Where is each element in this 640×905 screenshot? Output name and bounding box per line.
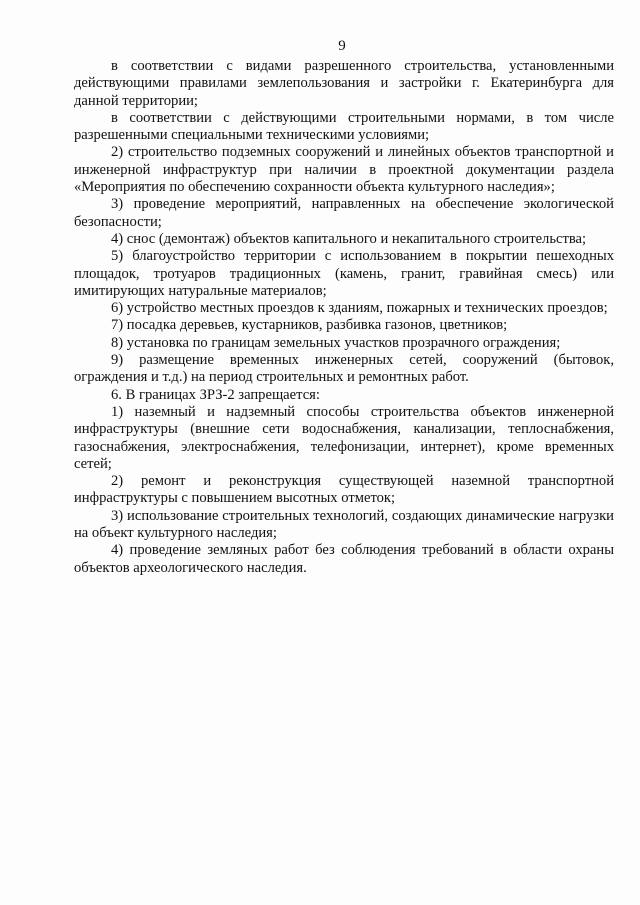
- section-heading-6: 6. В границах ЗРЗ-2 запрещается:: [111, 386, 320, 403]
- paragraph-4: 3) проведение мероприятий, направленных на обеспечение экологической безопасности;: [74, 196, 614, 230]
- page-number: 9: [338, 38, 346, 54]
- paragraph-5: 4) снос (демонтаж) объектов капитального и некапитального строительства;: [111, 230, 587, 247]
- paragraph-8: 7) посадка деревьев, кустарников, разбивка газонов, цветников;: [111, 317, 508, 334]
- paragraph-10: 9) размещение временных инженерных сетей, сооружений (бытовок, ограждения и т.д.) на период строительных и ремонтных работ.: [74, 352, 614, 386]
- paragraph-9: 8) установка по границам земельных участков прозрачного ограждения;: [111, 334, 561, 351]
- paragraph-2: в соответствии с действующими строительными нормами, в том числе разрешенными специальными техническими условиями;: [74, 109, 614, 144]
- paragraph-3: 2) строительство подземных сооружений и линейных объектов транспортной и инженерной инфраструктур при наличии в проектной документации раздела «Мероприятия по обеспечению сохранности объекта культурного наследия»;: [74, 144, 614, 196]
- paragraph-1: в соответствии с видами разрешенного строительства, установленными действующими правилами землепользования и застройки г. Екатеринбурга для данной территории;: [74, 58, 614, 109]
- paragraph-14: 3) использование строительных технологий, создающих динамические нагрузки на объект культурного наследия;: [74, 507, 614, 542]
- paragraph-6: 5) благоустройство территории с использованием в покрытии пешеходных площадок, тротуаров традиционных (камень, гранит, гравийная смесь) или имитирующих натуральные материалов;: [74, 248, 614, 299]
- paragraph-13: 2) ремонт и реконструкция существующей наземной транспортной инфраструктуры с повышением высотных отметок;: [74, 473, 614, 507]
- paragraph-7: 6) устройство местных проездов к зданиям, пожарных и технических проездов;: [111, 300, 608, 317]
- document-body: [74, 58, 614, 577]
- paragraph-12: 1) наземный и надземный способы строительства объектов инженерной инфраструктуры (внешние сети водоснабжения, канализации, теплоснабжения, газоснабжения, электроснабжения, телефонизации, интернет), кроме временных сетей;: [74, 403, 614, 472]
- paragraph-15: 4) проведение земляных работ без соблюдения требований в области охраны объектов археологического наследия.: [74, 542, 614, 576]
